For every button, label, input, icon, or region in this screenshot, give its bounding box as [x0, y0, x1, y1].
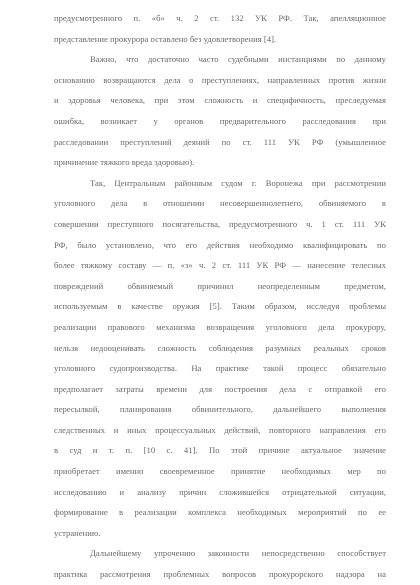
text-line: расследовании преступлений деяний по ст. 111 УК РФ (умышленное: [54, 136, 386, 147]
text-line: Дальнейшему упрочению законности непосредственно способствует: [90, 548, 386, 559]
text-line: пересылкой, планирования обвинительного, дальнейшего выполнения: [54, 404, 386, 415]
text-line: уголовного судопроизводства. На практике такой процесс обязательно: [54, 363, 386, 374]
text-line: исследованию и анализу причин сложившейся отрицательной ситуации,: [54, 486, 386, 497]
text-line: представление прокурора оставлено без удовлетворения [4].: [54, 33, 277, 44]
text-line: в суд и т. п. [10 с. 41]. По этой причине актуальное значение: [54, 445, 386, 456]
text-line: следственных и иных процессуальных действий, повторного направления его: [54, 424, 386, 435]
text-line: совершении преступного посягательства, предусмотренного ч. 1 ст. 111 УК: [54, 218, 386, 229]
text-line: РФ, было установлено, что его действия необходимо квалифицировать по: [54, 239, 386, 250]
text-line: Так, Центральным районным судом г. Воронежа при рассмотрении: [90, 177, 386, 188]
paragraph: [54, 49, 386, 173]
text-line: Важно, что достаточно часто судебными инстанциями по данному: [90, 54, 386, 65]
text-line: приобретает именно своевременное принятие необходимых мер по: [54, 466, 386, 477]
text-line: ошибка, возникает у органов предварительного расследования при: [54, 115, 386, 126]
text-line: устранению.: [54, 527, 101, 538]
text-line: используемым в качестве оружия [5]. Таким образом, исследуя проблемы: [54, 301, 386, 312]
text-line: и здоровья человека, при этом сложность и специфичность, преследуемая: [54, 95, 386, 106]
text-line: предусмотренного п. «б» ч. 2 ст. 132 УК РФ. Так, апелляционное: [54, 13, 386, 23]
text-line: практика рассмотрения проблемных вопросов прокурорского надзора на: [54, 569, 386, 580]
text-line: нельзя недооценивать сложность соблюдения разумных реальных сроков: [54, 342, 386, 353]
paragraph: [54, 543, 386, 584]
text-line: реализации правового механизма возвращения уголовного дела прокурору,: [54, 321, 386, 332]
text-line: более тяжкому составу — п. «з» ч. 2 ст. 111 УК РФ — нанесение телесных: [54, 260, 386, 271]
text-line: уголовного дела в отношении несовершеннолетнего, обвиняемого в: [54, 198, 386, 209]
text-line: повреждений обвиняемый причинил неопределенным предметом,: [54, 280, 386, 291]
paragraph: [54, 173, 386, 544]
text-line: предполагает затраты времени для построения дела с отправкой его: [54, 383, 386, 394]
paragraph: [54, 8, 386, 49]
text-line: причинение тяжкого вреда здоровью).: [54, 157, 195, 168]
text-line: основанию возвращаются дела о преступлениях, направленных против жизни: [54, 74, 386, 85]
text-line: формирование в реализации комплекса необходимых мероприятий по ее: [54, 507, 386, 518]
